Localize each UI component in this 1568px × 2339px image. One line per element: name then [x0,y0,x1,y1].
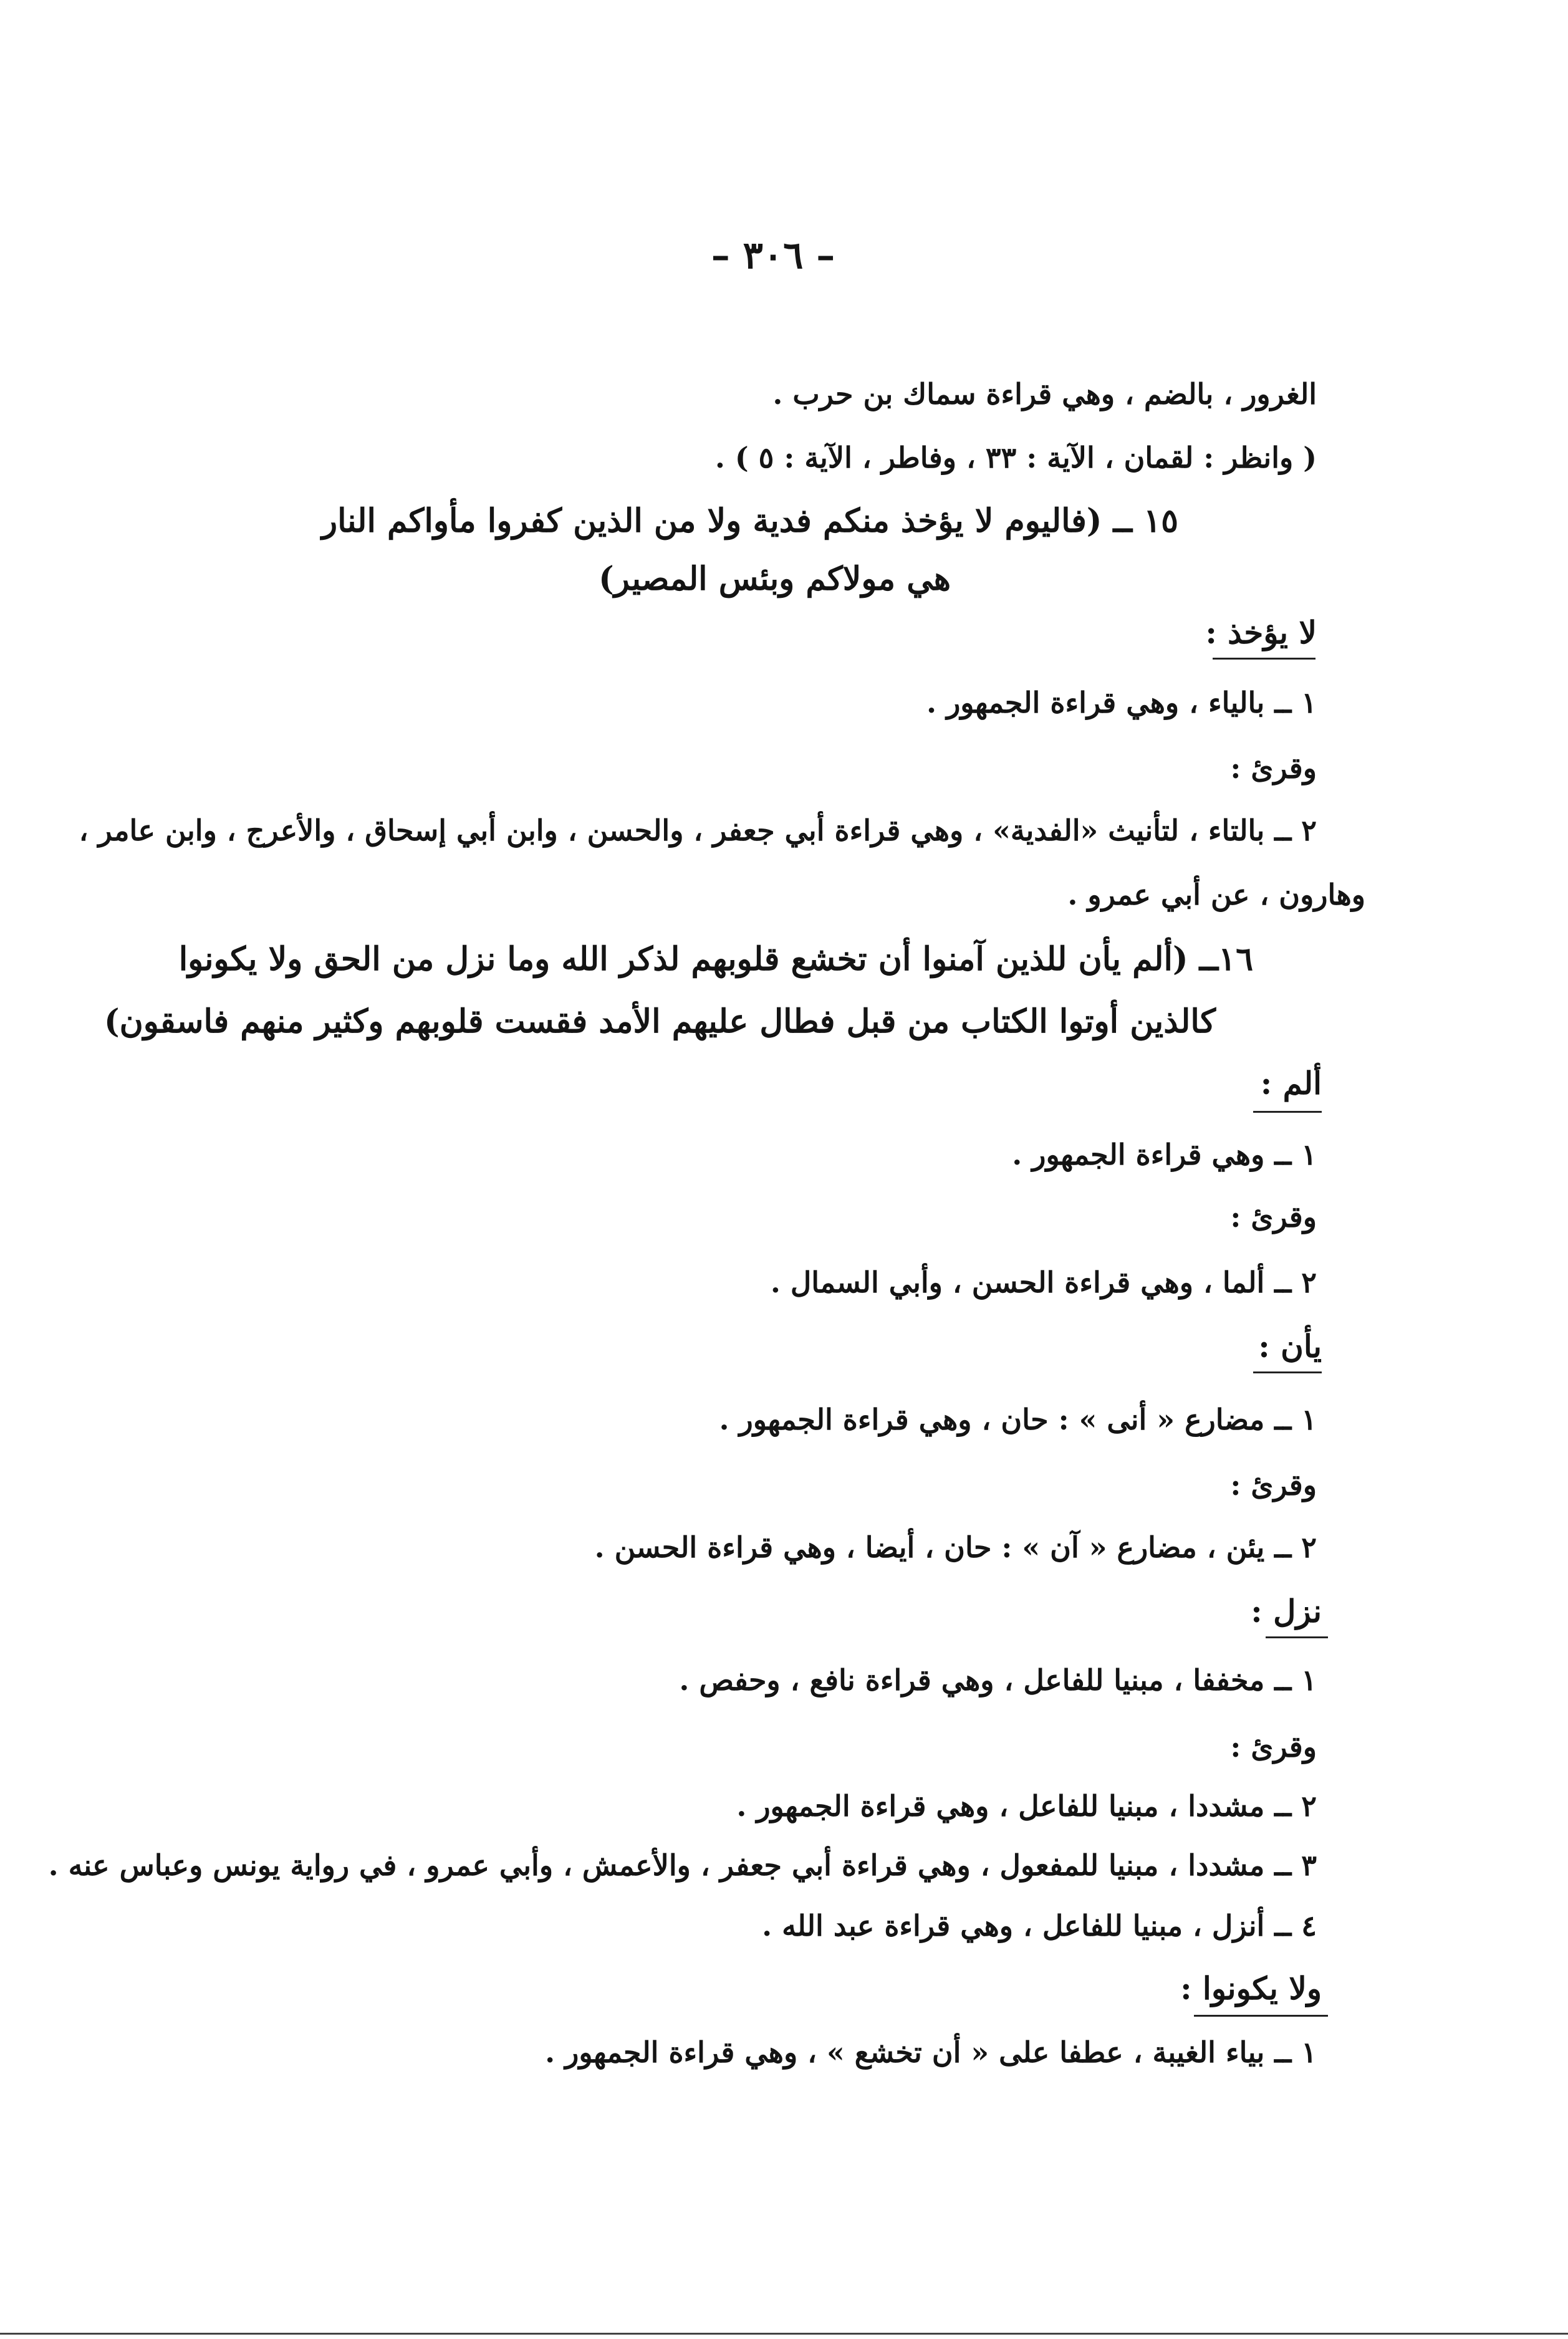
text-line: وهارون ، عن أبي عمرو . [1067,878,1365,911]
text-line: ( وانظر : لقمان ، الآية : ٣٣ ، وفاطر ، الآية : ٥ ) . [714,441,1317,474]
text-line: ٤ ــ أنزل ، مبنيا للفاعل ، وهي قراءة عبد الله . [762,1909,1317,1943]
text-line: وقرئ : [1230,1468,1317,1502]
verse-line: ١٥ ــ (فاليوم لا يؤخذ منكم فدية ولا من الذين كفروا مأواكم النار [322,502,1178,540]
heading-underline [1194,2015,1328,2017]
bottom-edge-rule [0,2333,1568,2335]
text-line: وقرئ : [1230,751,1317,785]
verse-line: ١٦ــ (ألم يأن للذين آمنوا أن تخشع قلوبهم لذكر الله وما نزل من الحق ولا يكونوا [178,940,1253,978]
heading-nazala: نزل : [1251,1593,1322,1630]
text-line: ١ ــ وهي قراءة الجمهور . [1012,1138,1317,1171]
heading-underline [1213,658,1315,660]
text-line: وقرئ : [1230,1730,1317,1764]
heading-alam: ألم : [1260,1065,1322,1102]
text-line: ٢ ــ بالتاء ، لتأنيث «الفدية» ، وهي قراءة أبي جعفر ، والحسن ، وابن أبي إسحاق ، والأعرج ، وابن عامر ، [79,814,1317,847]
heading-wala-yakunu: ولا يكونوا : [1180,1970,1322,2007]
text-line: ٣ ــ مشددا ، مبنيا للمفعول ، وهي قراءة أبي جعفر ، والأعمش ، وأبي عمرو ، في رواية يونس وعباس عنه . [48,1848,1317,1882]
heading-underline [1253,1371,1322,1373]
verse-line: هي مولاكم وبئس المصير) [599,560,951,598]
text-line: ١ ــ بياء الغيبة ، عطفا على « أن تخشع » ، وهي قراءة الجمهور . [545,2035,1317,2069]
heading-underline [1253,1111,1322,1113]
text-line: الغرور ، بالضم ، وهي قراءة سماك بن حرب . [772,377,1317,411]
heading-la-yukhadh: لا يؤخذ : [1205,614,1317,651]
text-line: وقرئ : [1230,1200,1317,1234]
text-line: ١ ــ مضارع « أنى » : حان ، وهي قراءة الجمهور . [719,1403,1317,1436]
verse-line: كالذين أوتوا الكتاب من قبل فطال عليهم الأمد فقست قلوبهم وكثير منهم فاسقون) [103,1002,1216,1040]
text-line: ٢ ــ مشددا ، مبنيا للفاعل ، وهي قراءة الجمهور . [736,1789,1317,1823]
heading-yani: يأن : [1258,1328,1322,1365]
heading-underline [1266,1636,1328,1638]
text-line: ٢ ــ ألما ، وهي قراءة الحسن ، وأبي السمال . [770,1266,1317,1299]
text-line: ١ ــ بالياء ، وهي قراءة الجمهور . [926,686,1317,719]
page-number: – ٣٠٦ – [711,234,835,277]
text-line: ١ ــ مخففا ، مبنيا للفاعل ، وهي قراءة نافع ، وحفص . [679,1663,1317,1697]
text-line: ٢ ــ يئن ، مضارع « آن » : حان ، أيضا ، وهي قراءة الحسن . [594,1530,1317,1564]
